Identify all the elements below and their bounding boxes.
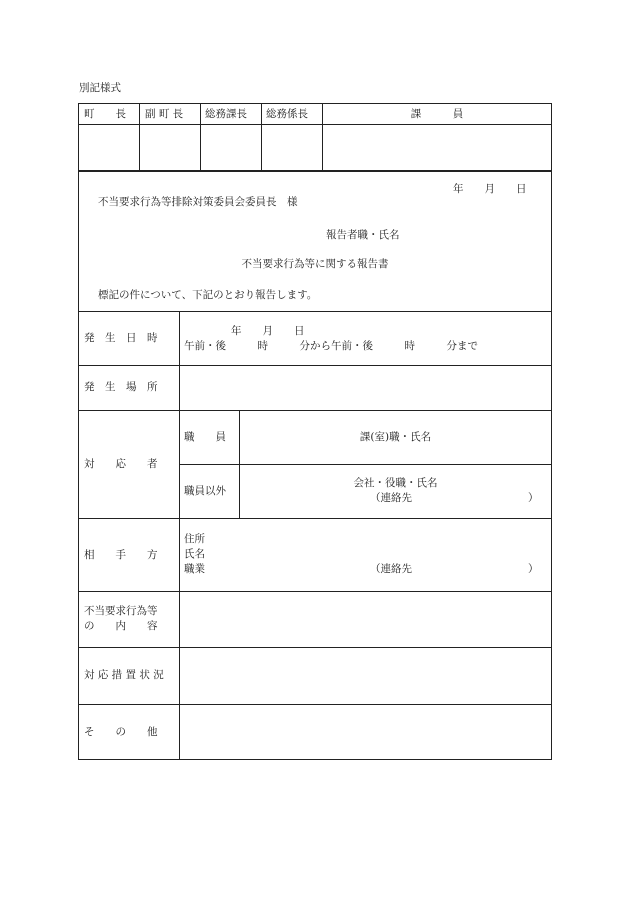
measures-field[interactable] <box>180 648 551 704</box>
counterpart-address[interactable]: 住所 <box>184 533 205 545</box>
counterpart-contact-close: ） <box>528 563 539 575</box>
reporter-label[interactable]: 報告者職・氏名 <box>326 229 400 241</box>
responder-label: 対 応 者 <box>84 458 158 470</box>
responder-staff-label: 職 員 <box>184 431 226 443</box>
approval-header-staff: 課 員 <box>410 108 464 120</box>
other-label: そ の 他 <box>84 726 158 738</box>
responder-contact-close: ） <box>528 492 539 504</box>
responder-other-value[interactable]: 会社・役職・氏名 <box>353 477 438 489</box>
stamp-box-general-affairs-chief[interactable] <box>201 125 261 170</box>
place-label: 発 生 場 所 <box>84 381 158 393</box>
stamp-box-deputy-mayor[interactable] <box>140 125 200 170</box>
report-date[interactable]: 年 月 日 <box>453 183 527 195</box>
counterpart-contact-label[interactable]: （連絡先 <box>370 563 412 575</box>
counterpart-name[interactable]: 氏名 <box>184 548 205 560</box>
approval-header-mayor: 町 長 <box>84 108 126 120</box>
occurrence-date-label: 発 生 日 時 <box>84 332 158 344</box>
responder-contact-label[interactable]: （連絡先 <box>370 492 412 504</box>
stamp-box-mayor[interactable] <box>79 125 139 170</box>
row-divider <box>78 410 552 411</box>
counterpart-label: 相 手 方 <box>84 549 158 561</box>
other-field[interactable] <box>180 705 551 759</box>
occurrence-time-line2[interactable]: 午前・後 時 分から午前・後 時 分まで <box>184 340 478 352</box>
report-title: 不当要求行為等に関する報告書 <box>241 258 389 270</box>
responder-staff-value[interactable]: 課(室)職・氏名 <box>359 431 432 443</box>
row-divider <box>179 464 552 465</box>
stamp-box-staff[interactable] <box>323 125 551 170</box>
row-divider <box>78 311 552 312</box>
form-label: 別記様式 <box>79 82 121 94</box>
stamp-box-general-affairs-subchief[interactable] <box>262 125 322 170</box>
measures-label: 対 応 措 置 状 況 <box>84 669 164 681</box>
content-label-line1: 不当要求行為等 <box>84 605 158 617</box>
content-label-line2: の 内 容 <box>84 620 158 632</box>
report-addressee: 不当要求行為等排除対策委員会委員長 様 <box>98 196 298 208</box>
row-divider <box>78 518 552 519</box>
content-field[interactable] <box>180 592 551 647</box>
responder-other-label: 職員以外 <box>184 485 226 497</box>
counterpart-occupation[interactable]: 職業 <box>184 563 205 575</box>
approval-header-general-affairs-subchief: 総務係長 <box>266 108 308 120</box>
occurrence-date-line1[interactable]: 年 月 日 <box>231 325 305 337</box>
report-intro: 標記の件について、下記のとおり報告します。 <box>98 289 318 301</box>
approval-header-deputy-mayor: 副 町 長 <box>145 108 184 120</box>
place-field[interactable] <box>180 366 551 410</box>
approval-header-general-affairs-chief: 総務課長 <box>205 108 247 120</box>
responder-sub-divider <box>239 410 240 518</box>
